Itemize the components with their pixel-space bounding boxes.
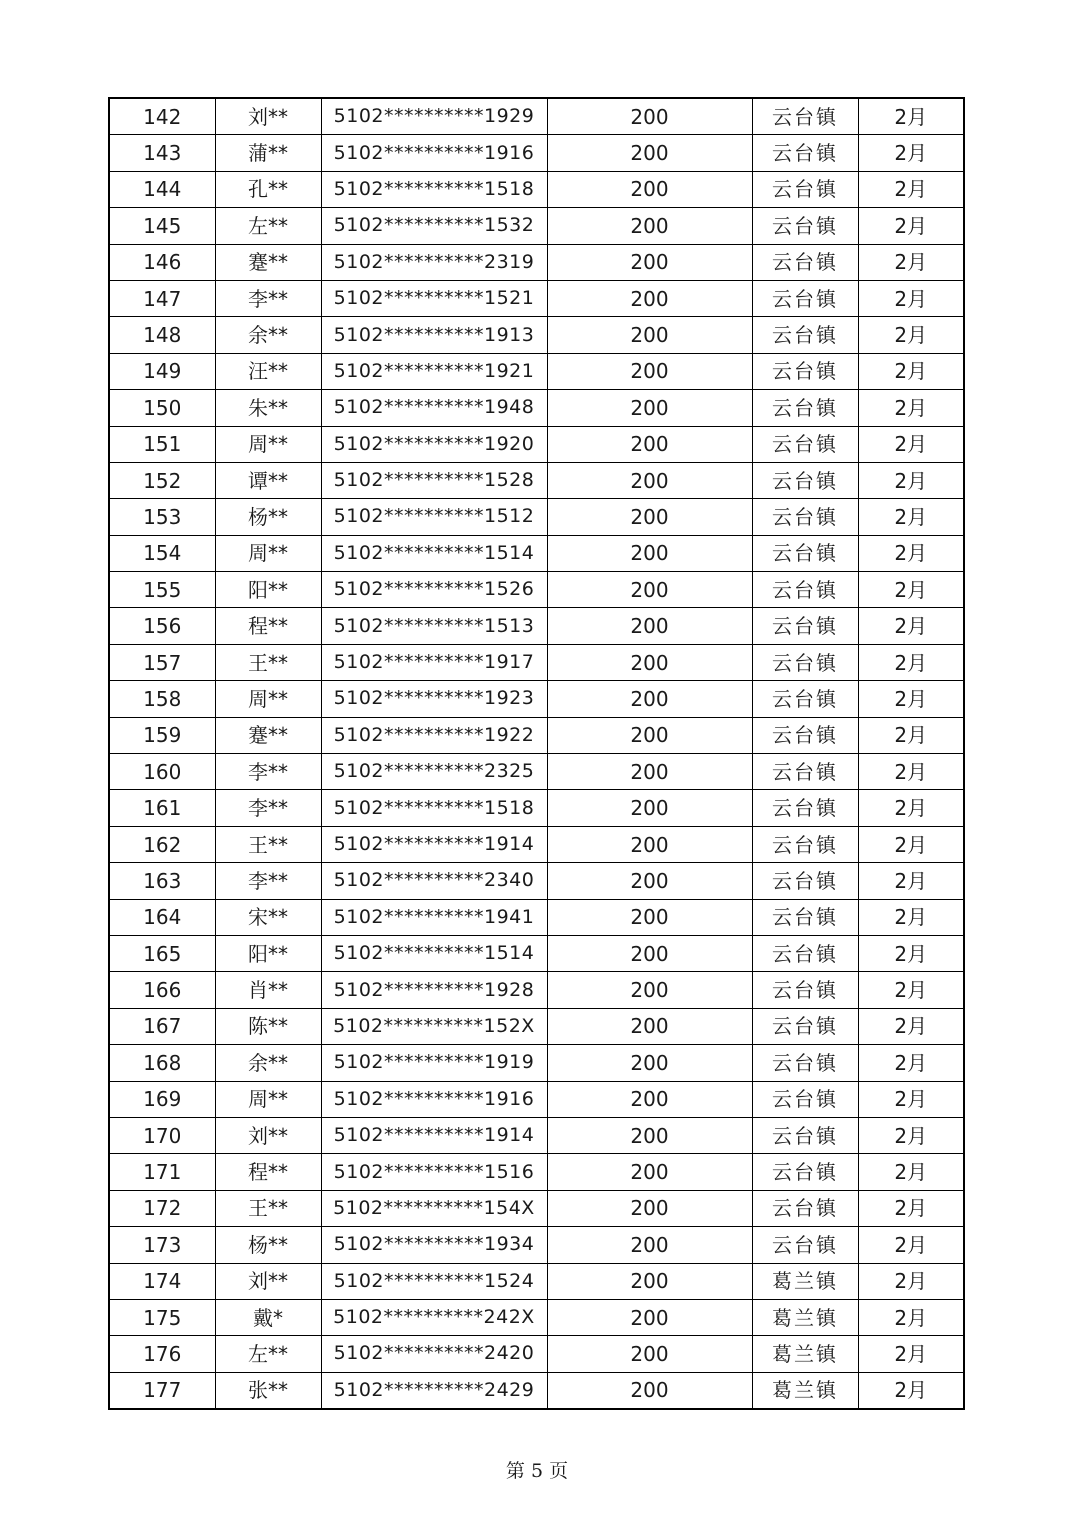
town-cell: 云台镇 bbox=[752, 972, 858, 1008]
town-cell: 云台镇 bbox=[752, 1227, 858, 1263]
table-row bbox=[109, 244, 964, 280]
id-number-cell: 5102**********1528 bbox=[321, 462, 547, 498]
person-name-cell: 李** bbox=[215, 863, 321, 899]
month-cell: 2月 bbox=[858, 717, 964, 753]
row-number-cell: 152 bbox=[109, 462, 215, 498]
table-row bbox=[109, 1008, 964, 1044]
table-row bbox=[109, 1227, 964, 1263]
amount-cell: 200 bbox=[547, 1372, 752, 1409]
row-number-cell: 167 bbox=[109, 1008, 215, 1044]
month-cell: 2月 bbox=[858, 754, 964, 790]
month-cell: 2月 bbox=[858, 1190, 964, 1226]
id-number-cell: 5102**********1514 bbox=[321, 535, 547, 571]
month-cell: 2月 bbox=[858, 499, 964, 535]
table-row bbox=[109, 717, 964, 753]
person-name-cell: 王** bbox=[215, 1190, 321, 1226]
amount-cell: 200 bbox=[547, 1154, 752, 1190]
amount-cell: 200 bbox=[547, 1045, 752, 1081]
town-cell: 云台镇 bbox=[752, 353, 858, 389]
row-number-cell: 150 bbox=[109, 390, 215, 426]
table-row bbox=[109, 826, 964, 862]
id-number-cell: 5102**********1948 bbox=[321, 390, 547, 426]
row-number-cell: 161 bbox=[109, 790, 215, 826]
person-name-cell: 李** bbox=[215, 790, 321, 826]
person-name-cell: 刘** bbox=[215, 98, 321, 135]
person-name-cell: 李** bbox=[215, 280, 321, 316]
month-cell: 2月 bbox=[858, 935, 964, 971]
row-number-cell: 154 bbox=[109, 535, 215, 571]
id-number-cell: 5102**********1934 bbox=[321, 1227, 547, 1263]
row-number-cell: 149 bbox=[109, 353, 215, 389]
person-name-cell: 张** bbox=[215, 1372, 321, 1409]
month-cell: 2月 bbox=[858, 1008, 964, 1044]
row-number-cell: 144 bbox=[109, 171, 215, 207]
person-name-cell: 李** bbox=[215, 754, 321, 790]
person-name-cell: 陈** bbox=[215, 1008, 321, 1044]
table-row bbox=[109, 1045, 964, 1081]
amount-cell: 200 bbox=[547, 644, 752, 680]
month-cell: 2月 bbox=[858, 1081, 964, 1117]
amount-cell: 200 bbox=[547, 1227, 752, 1263]
row-number-cell: 171 bbox=[109, 1154, 215, 1190]
id-number-cell: 5102**********1521 bbox=[321, 280, 547, 316]
month-cell: 2月 bbox=[858, 863, 964, 899]
month-cell: 2月 bbox=[858, 208, 964, 244]
table-row bbox=[109, 1081, 964, 1117]
town-cell: 云台镇 bbox=[752, 681, 858, 717]
row-number-cell: 145 bbox=[109, 208, 215, 244]
table-row bbox=[109, 317, 964, 353]
amount-cell: 200 bbox=[547, 608, 752, 644]
town-cell: 云台镇 bbox=[752, 280, 858, 316]
amount-cell: 200 bbox=[547, 390, 752, 426]
town-cell: 云台镇 bbox=[752, 790, 858, 826]
table-row bbox=[109, 681, 964, 717]
table-row bbox=[109, 462, 964, 498]
month-cell: 2月 bbox=[858, 317, 964, 353]
table-row bbox=[109, 98, 964, 135]
amount-cell: 200 bbox=[547, 135, 752, 171]
amount-cell: 200 bbox=[547, 717, 752, 753]
table-row bbox=[109, 790, 964, 826]
row-number-cell: 157 bbox=[109, 644, 215, 680]
town-cell: 云台镇 bbox=[752, 171, 858, 207]
month-cell: 2月 bbox=[858, 899, 964, 935]
row-number-cell: 160 bbox=[109, 754, 215, 790]
id-number-cell: 5102**********1532 bbox=[321, 208, 547, 244]
town-cell: 云台镇 bbox=[752, 1008, 858, 1044]
table-row bbox=[109, 754, 964, 790]
table-row bbox=[109, 171, 964, 207]
amount-cell: 200 bbox=[547, 208, 752, 244]
month-cell: 2月 bbox=[858, 98, 964, 135]
row-number-cell: 155 bbox=[109, 572, 215, 608]
row-number-cell: 166 bbox=[109, 972, 215, 1008]
person-name-cell: 汪** bbox=[215, 353, 321, 389]
town-cell: 云台镇 bbox=[752, 899, 858, 935]
row-number-cell: 159 bbox=[109, 717, 215, 753]
row-number-cell: 164 bbox=[109, 899, 215, 935]
id-number-cell: 5102**********1513 bbox=[321, 608, 547, 644]
town-cell: 云台镇 bbox=[752, 863, 858, 899]
person-name-cell: 朱** bbox=[215, 390, 321, 426]
town-cell: 云台镇 bbox=[752, 317, 858, 353]
id-number-cell: 5102**********1941 bbox=[321, 899, 547, 935]
amount-cell: 200 bbox=[547, 171, 752, 207]
row-number-cell: 151 bbox=[109, 426, 215, 462]
month-cell: 2月 bbox=[858, 535, 964, 571]
table-row bbox=[109, 390, 964, 426]
table-row bbox=[109, 572, 964, 608]
id-number-cell: 5102**********1928 bbox=[321, 972, 547, 1008]
table-row bbox=[109, 1372, 964, 1409]
person-name-cell: 周** bbox=[215, 1081, 321, 1117]
amount-cell: 200 bbox=[547, 1263, 752, 1299]
amount-cell: 200 bbox=[547, 899, 752, 935]
person-name-cell: 周** bbox=[215, 426, 321, 462]
id-number-cell: 5102**********1914 bbox=[321, 1117, 547, 1153]
month-cell: 2月 bbox=[858, 244, 964, 280]
amount-cell: 200 bbox=[547, 863, 752, 899]
id-number-cell: 5102**********154X bbox=[321, 1190, 547, 1226]
month-cell: 2月 bbox=[858, 135, 964, 171]
table-row bbox=[109, 1299, 964, 1335]
town-cell: 云台镇 bbox=[752, 462, 858, 498]
person-name-cell: 戴* bbox=[215, 1299, 321, 1335]
person-name-cell: 谭** bbox=[215, 462, 321, 498]
town-cell: 云台镇 bbox=[752, 608, 858, 644]
id-number-cell: 5102**********2429 bbox=[321, 1372, 547, 1409]
id-number-cell: 5102**********1920 bbox=[321, 426, 547, 462]
id-number-cell: 5102**********1516 bbox=[321, 1154, 547, 1190]
person-name-cell: 蹇** bbox=[215, 244, 321, 280]
amount-cell: 200 bbox=[547, 244, 752, 280]
table-row bbox=[109, 208, 964, 244]
person-name-cell: 蹇** bbox=[215, 717, 321, 753]
id-number-cell: 5102**********1526 bbox=[321, 572, 547, 608]
amount-cell: 200 bbox=[547, 535, 752, 571]
town-cell: 葛兰镇 bbox=[752, 1299, 858, 1335]
town-cell: 云台镇 bbox=[752, 535, 858, 571]
id-number-cell: 5102**********1524 bbox=[321, 1263, 547, 1299]
row-number-cell: 162 bbox=[109, 826, 215, 862]
person-name-cell: 宋** bbox=[215, 899, 321, 935]
table-row bbox=[109, 644, 964, 680]
town-cell: 葛兰镇 bbox=[752, 1263, 858, 1299]
row-number-cell: 146 bbox=[109, 244, 215, 280]
table-row bbox=[109, 972, 964, 1008]
amount-cell: 200 bbox=[547, 972, 752, 1008]
month-cell: 2月 bbox=[858, 1154, 964, 1190]
month-cell: 2月 bbox=[858, 280, 964, 316]
person-name-cell: 王** bbox=[215, 826, 321, 862]
id-number-cell: 5102**********1913 bbox=[321, 317, 547, 353]
person-name-cell: 程** bbox=[215, 1154, 321, 1190]
id-number-cell: 5102**********1518 bbox=[321, 171, 547, 207]
month-cell: 2月 bbox=[858, 426, 964, 462]
town-cell: 云台镇 bbox=[752, 754, 858, 790]
table-row bbox=[109, 1263, 964, 1299]
person-name-cell: 周** bbox=[215, 535, 321, 571]
town-cell: 云台镇 bbox=[752, 1045, 858, 1081]
row-number-cell: 172 bbox=[109, 1190, 215, 1226]
town-cell: 葛兰镇 bbox=[752, 1372, 858, 1409]
person-name-cell: 王** bbox=[215, 644, 321, 680]
id-number-cell: 5102**********1916 bbox=[321, 1081, 547, 1117]
row-number-cell: 169 bbox=[109, 1081, 215, 1117]
id-number-cell: 5102**********2319 bbox=[321, 244, 547, 280]
table-row bbox=[109, 280, 964, 316]
town-cell: 云台镇 bbox=[752, 1081, 858, 1117]
month-cell: 2月 bbox=[858, 1045, 964, 1081]
amount-cell: 200 bbox=[547, 1299, 752, 1335]
amount-cell: 200 bbox=[547, 826, 752, 862]
person-name-cell: 余** bbox=[215, 317, 321, 353]
id-number-cell: 5102**********242X bbox=[321, 1299, 547, 1335]
amount-cell: 200 bbox=[547, 681, 752, 717]
row-number-cell: 165 bbox=[109, 935, 215, 971]
month-cell: 2月 bbox=[858, 390, 964, 426]
row-number-cell: 153 bbox=[109, 499, 215, 535]
amount-cell: 200 bbox=[547, 1190, 752, 1226]
table-row bbox=[109, 1117, 964, 1153]
row-number-cell: 143 bbox=[109, 135, 215, 171]
table-row bbox=[109, 1154, 964, 1190]
amount-cell: 200 bbox=[547, 353, 752, 389]
row-number-cell: 156 bbox=[109, 608, 215, 644]
person-name-cell: 左** bbox=[215, 1336, 321, 1372]
person-name-cell: 杨** bbox=[215, 499, 321, 535]
town-cell: 云台镇 bbox=[752, 572, 858, 608]
town-cell: 云台镇 bbox=[752, 717, 858, 753]
id-number-cell: 5102**********1921 bbox=[321, 353, 547, 389]
row-number-cell: 168 bbox=[109, 1045, 215, 1081]
table-row bbox=[109, 426, 964, 462]
month-cell: 2月 bbox=[858, 572, 964, 608]
town-cell: 云台镇 bbox=[752, 1190, 858, 1226]
page-number: 第 5 页 bbox=[505, 1460, 569, 1482]
amount-cell: 200 bbox=[547, 1081, 752, 1117]
month-cell: 2月 bbox=[858, 1299, 964, 1335]
id-number-cell: 5102**********1923 bbox=[321, 681, 547, 717]
town-cell: 云台镇 bbox=[752, 1154, 858, 1190]
month-cell: 2月 bbox=[858, 171, 964, 207]
id-number-cell: 5102**********1518 bbox=[321, 790, 547, 826]
town-cell: 云台镇 bbox=[752, 426, 858, 462]
month-cell: 2月 bbox=[858, 790, 964, 826]
table-row bbox=[109, 1336, 964, 1372]
amount-cell: 200 bbox=[547, 935, 752, 971]
amount-cell: 200 bbox=[547, 572, 752, 608]
row-number-cell: 173 bbox=[109, 1227, 215, 1263]
row-number-cell: 175 bbox=[109, 1299, 215, 1335]
row-number-cell: 174 bbox=[109, 1263, 215, 1299]
row-number-cell: 142 bbox=[109, 98, 215, 135]
town-cell: 云台镇 bbox=[752, 98, 858, 135]
amount-cell: 200 bbox=[547, 754, 752, 790]
row-number-cell: 147 bbox=[109, 280, 215, 316]
month-cell: 2月 bbox=[858, 1117, 964, 1153]
amount-cell: 200 bbox=[547, 790, 752, 826]
amount-cell: 200 bbox=[547, 1117, 752, 1153]
person-name-cell: 余** bbox=[215, 1045, 321, 1081]
month-cell: 2月 bbox=[858, 1336, 964, 1372]
town-cell: 葛兰镇 bbox=[752, 1336, 858, 1372]
table-row bbox=[109, 935, 964, 971]
month-cell: 2月 bbox=[858, 644, 964, 680]
id-number-cell: 5102**********1514 bbox=[321, 935, 547, 971]
town-cell: 云台镇 bbox=[752, 1117, 858, 1153]
person-name-cell: 周** bbox=[215, 681, 321, 717]
table-row bbox=[109, 535, 964, 571]
row-number-cell: 177 bbox=[109, 1372, 215, 1409]
row-number-cell: 163 bbox=[109, 863, 215, 899]
id-number-cell: 5102**********152X bbox=[321, 1008, 547, 1044]
id-number-cell: 5102**********1512 bbox=[321, 499, 547, 535]
town-cell: 云台镇 bbox=[752, 644, 858, 680]
month-cell: 2月 bbox=[858, 462, 964, 498]
month-cell: 2月 bbox=[858, 681, 964, 717]
month-cell: 2月 bbox=[858, 1227, 964, 1263]
town-cell: 云台镇 bbox=[752, 135, 858, 171]
person-name-cell: 程** bbox=[215, 608, 321, 644]
id-number-cell: 5102**********2325 bbox=[321, 754, 547, 790]
row-number-cell: 176 bbox=[109, 1336, 215, 1372]
town-cell: 云台镇 bbox=[752, 390, 858, 426]
table-row bbox=[109, 135, 964, 171]
town-cell: 云台镇 bbox=[752, 208, 858, 244]
person-name-cell: 刘** bbox=[215, 1117, 321, 1153]
amount-cell: 200 bbox=[547, 1336, 752, 1372]
table-row bbox=[109, 899, 964, 935]
amount-cell: 200 bbox=[547, 280, 752, 316]
table-row bbox=[109, 353, 964, 389]
month-cell: 2月 bbox=[858, 353, 964, 389]
row-number-cell: 158 bbox=[109, 681, 215, 717]
amount-cell: 200 bbox=[547, 1008, 752, 1044]
id-number-cell: 5102**********2340 bbox=[321, 863, 547, 899]
amount-cell: 200 bbox=[547, 317, 752, 353]
id-number-cell: 5102**********1917 bbox=[321, 644, 547, 680]
town-cell: 云台镇 bbox=[752, 499, 858, 535]
person-name-cell: 蒲** bbox=[215, 135, 321, 171]
id-number-cell: 5102**********1916 bbox=[321, 135, 547, 171]
person-name-cell: 肖** bbox=[215, 972, 321, 1008]
month-cell: 2月 bbox=[858, 972, 964, 1008]
amount-cell: 200 bbox=[547, 499, 752, 535]
roster-body bbox=[109, 98, 964, 1409]
person-name-cell: 刘** bbox=[215, 1263, 321, 1299]
table-row bbox=[109, 1190, 964, 1226]
id-number-cell: 5102**********1914 bbox=[321, 826, 547, 862]
id-number-cell: 5102**********1919 bbox=[321, 1045, 547, 1081]
person-name-cell: 孔** bbox=[215, 171, 321, 207]
person-name-cell: 杨** bbox=[215, 1227, 321, 1263]
table-row bbox=[109, 608, 964, 644]
month-cell: 2月 bbox=[858, 608, 964, 644]
person-name-cell: 阳** bbox=[215, 572, 321, 608]
id-number-cell: 5102**********2420 bbox=[321, 1336, 547, 1372]
town-cell: 云台镇 bbox=[752, 826, 858, 862]
id-number-cell: 5102**********1929 bbox=[321, 98, 547, 135]
month-cell: 2月 bbox=[858, 1372, 964, 1409]
roster-table bbox=[108, 97, 965, 1410]
amount-cell: 200 bbox=[547, 462, 752, 498]
month-cell: 2月 bbox=[858, 826, 964, 862]
amount-cell: 200 bbox=[547, 98, 752, 135]
id-number-cell: 5102**********1922 bbox=[321, 717, 547, 753]
table-row bbox=[109, 499, 964, 535]
town-cell: 云台镇 bbox=[752, 935, 858, 971]
person-name-cell: 阳** bbox=[215, 935, 321, 971]
month-cell: 2月 bbox=[858, 1263, 964, 1299]
amount-cell: 200 bbox=[547, 426, 752, 462]
row-number-cell: 170 bbox=[109, 1117, 215, 1153]
row-number-cell: 148 bbox=[109, 317, 215, 353]
table-row bbox=[109, 863, 964, 899]
town-cell: 云台镇 bbox=[752, 244, 858, 280]
person-name-cell: 左** bbox=[215, 208, 321, 244]
